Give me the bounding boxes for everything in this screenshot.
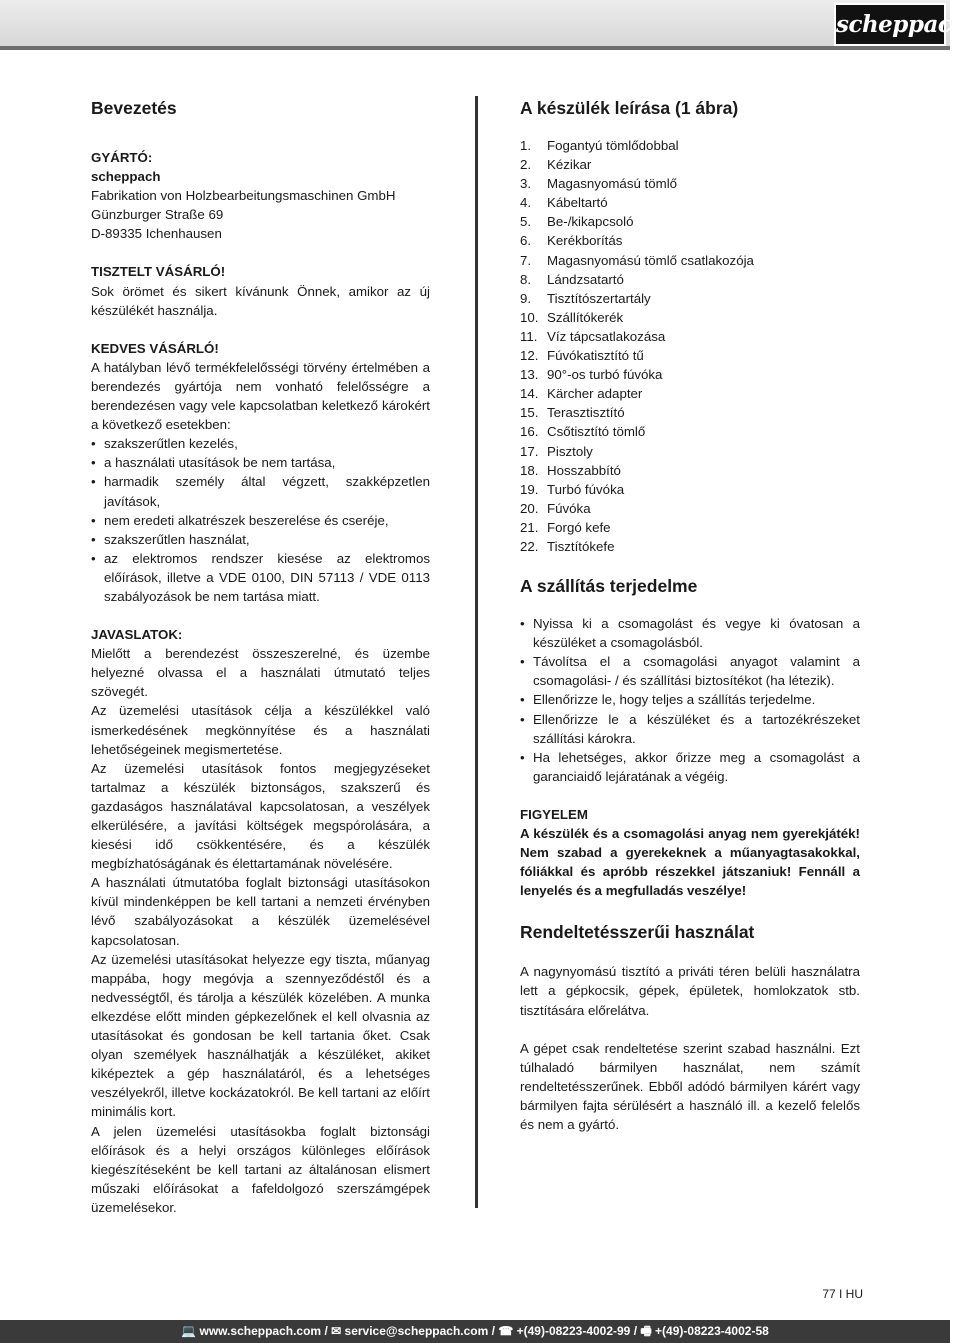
- part-label: Víz tápcsatlakozása: [547, 328, 666, 344]
- left-column: [91, 96, 430, 1217]
- list-item: [520, 174, 860, 193]
- fax-icon: 🖷: [640, 1324, 652, 1338]
- list-item: [520, 422, 860, 441]
- part-number: 14.: [520, 386, 539, 402]
- page-number: 77 I HU: [822, 1287, 863, 1301]
- part-number: 12.: [520, 348, 539, 364]
- phone-icon: ☎: [498, 1324, 514, 1338]
- part-number: 18.: [520, 462, 539, 478]
- list-item: [520, 384, 860, 403]
- list-item: [520, 346, 860, 365]
- dear-customer-label: TISZTELT VÁSÁRLÓ!: [91, 264, 226, 280]
- liability-cases-list: [91, 434, 430, 606]
- part-label: Kerékborítás: [547, 233, 623, 249]
- list-item: [520, 537, 860, 556]
- part-number: 1.: [520, 138, 532, 153]
- part-label: Pisztoly: [547, 443, 593, 459]
- recommendation-paragraph: A jelen üzemelési utasításokba foglalt biztonsági előírások és a helyi országos különleges előírások kiegészítéseként be kell tartani az általánosan elismert műszaki előírásokat a fafeldolgozó szerszámgépek üzemelésekor.: [91, 1123, 430, 1215]
- part-number: 21.: [520, 519, 539, 535]
- section-title-intro: Bevezetés: [91, 98, 177, 118]
- list-item: [520, 365, 860, 384]
- list-item: [520, 212, 860, 231]
- attention-text: A készülék és a csomagolási anyag nem gyerekjáték! Nem szabad a gyerekeknek a műanyagtasakokkal, fóliákkal és apróbb részekkel játszaniuk! Fennáll a lenyelés és a megfulladás veszélye!: [520, 826, 860, 899]
- header-bar: [0, 0, 968, 50]
- part-label: 90°-os turbó fúvóka: [547, 367, 663, 383]
- part-number: 6.: [520, 233, 532, 249]
- part-label: Forgó kefe: [547, 519, 611, 535]
- fax-number: +(49)-08223-4002-58: [655, 1324, 769, 1338]
- intended-use-paragraph: A nagynyomású tisztító a priváti téren belüli használatra lett a gépkocsik, gépek, épületek, homlokzatok stb. tisztítására előrelátva.: [520, 964, 860, 1018]
- part-label: Lándzsatartó: [547, 271, 624, 287]
- list-item: [520, 289, 860, 308]
- list-item: • Ellenőrizze le, hogy teljes a szállítás terjedelme.: [520, 690, 860, 709]
- part-label: Magasnyomású tömlő csatlakozója: [547, 252, 754, 268]
- address-line: Fabrikation von Holzbearbeitungsmaschinen GmbH: [91, 188, 396, 204]
- website-link[interactable]: www.scheppach.com: [199, 1324, 322, 1338]
- address-line: D-89335 Ichenhausen: [91, 226, 222, 242]
- manufacturer-name: scheppach: [91, 169, 161, 185]
- part-number: 10.: [520, 309, 539, 325]
- part-number: 8.: [520, 271, 532, 287]
- part-label: Tisztítószertartály: [547, 290, 651, 306]
- list-item: • az elektromos rendszer kiesése az elektromos előírások, illetve a VDE 0100, DIN 57113 / VDE 0113 szabályozások be nem tartása miatt.: [91, 549, 430, 606]
- part-label: Tisztítókefe: [547, 538, 615, 554]
- part-number: 11.: [520, 328, 538, 344]
- part-number: 19.: [520, 481, 539, 497]
- column-divider: [475, 96, 478, 1208]
- part-label: Magasnyomású tömlő: [547, 176, 678, 192]
- part-number: 16.: [520, 424, 539, 440]
- dear-buyer-label: KEDVES VÁSÁRLÓ!: [91, 340, 219, 356]
- part-label: Turbó fúvóka: [547, 481, 625, 497]
- part-label: Kábeltartó: [547, 195, 608, 211]
- list-item: • a használati utasítások be nem tartása,: [91, 453, 430, 472]
- recommendation-paragraph: A használati útmutatóba foglalt biztonsági utasításokon kívül mindenképpen be kell tartani a nemzeti érvényben lévő szabályozásokat a készülék üzemelésével kapcsolatosan.: [91, 875, 430, 948]
- list-item: [520, 499, 860, 518]
- recommendation-paragraph: Az üzemelési utasítások fontos megjegyzéseket tartalmaz a készülék biztonságos, szakszerű és gazdaságos használatával kapcsolatosan, a veszélyek elkerülésére, a javítási költségek megspórolására, a kiesési idő csökkentésére, és a készülék megbízhatóságának és élettartamának növelésére.: [91, 760, 430, 872]
- manufacturer-label: GYÁRTÓ:: [91, 150, 153, 165]
- list-item: • harmadik személy által végzett, szakképzetlen javítások,: [91, 472, 430, 510]
- part-label: Fúvókatisztító tű: [547, 348, 644, 364]
- section-title-description: A készülék leírása (1 ábra): [520, 98, 739, 118]
- list-item: • szakszerűtlen kezelés,: [91, 434, 430, 453]
- intended-use-paragraph: A gépet csak rendeltetése szerint szabad használni. Ezt túlhaladó bármilyen használat, nem számít rendeltetésszerűnek. Ebből adódó bármilyen kárért vagy bármilyen fajta sérülésért a használó ill. a kezelő felelős és nem a gyártó.: [520, 1040, 860, 1133]
- part-number: 9.: [520, 290, 532, 306]
- part-number: 17.: [520, 443, 539, 459]
- part-label: Kézikar: [547, 157, 592, 173]
- part-number: 4.: [520, 195, 532, 211]
- part-number: 7.: [520, 252, 532, 268]
- list-item: [520, 442, 860, 461]
- part-label: Terasztisztító: [547, 405, 625, 421]
- footer-bar: 💻 www.scheppach.com / ✉ service@scheppach.com / ☎ +(49)-08223-4002-99 / 🖷 +(49)-08223-4002-58: [0, 1320, 950, 1343]
- list-item: [520, 480, 860, 499]
- list-item: [520, 270, 860, 289]
- list-item: [520, 193, 860, 212]
- list-item: [520, 403, 860, 422]
- list-item: [520, 327, 860, 346]
- list-item: • szakszerűtlen használat,: [91, 530, 430, 549]
- part-label: Be-/kikapcsoló: [547, 214, 634, 230]
- list-item: • Nyissa ki a csomagolást és vegye ki óvatosan a készüléket a csomagolásból.: [520, 614, 860, 652]
- attention-label: FIGYELEM: [520, 806, 588, 822]
- list-item: [520, 308, 860, 327]
- part-label: Csőtisztító tömlő: [547, 424, 646, 440]
- email-icon: ✉: [331, 1324, 342, 1338]
- list-item: [520, 461, 860, 480]
- part-number: 2.: [520, 157, 532, 173]
- list-item: • Ellenőrizze le a készüléket és a tartozékrészeket szállítási károkra.: [520, 710, 860, 748]
- part-number: 13.: [520, 367, 539, 383]
- address-line: Günzburger Straße 69: [91, 207, 224, 223]
- part-number: 5.: [520, 214, 532, 230]
- list-item: [520, 518, 860, 537]
- list-item: • nem eredeti alkatrészek beszerelése és cseréje,: [91, 511, 430, 530]
- recommendation-paragraph: Az üzemelési utasítások célja a készülékkel való ismerkedésének megkönnyítése és a használati lehetőségeinek megismertetése.: [91, 703, 430, 757]
- list-item: [520, 231, 860, 250]
- list-item: • Ha lehetséges, akkor őrizze meg a csomagolást a garanciaidő lejáratának a végéig.: [520, 748, 860, 786]
- list-item: [520, 251, 860, 270]
- parts-list: [520, 136, 860, 556]
- list-item: [520, 136, 860, 155]
- list-item: [520, 155, 860, 174]
- email-link[interactable]: service@scheppach.com: [344, 1324, 489, 1338]
- recommendation-paragraph: Mielőtt a berendezést összeszerelné, és üzembe helyezné olvassa el a használati útmutató teljes szövegét.: [91, 646, 430, 700]
- scope-list: [520, 614, 860, 786]
- recommendation-paragraph: Az üzemelési utasításokat helyezze egy tiszta, műanyag mappába, hogy megóvja a szennyeződéstől és a nedvességtől, és tárolja a készülék közelében. A munka elkezdése előtt minden gépkezelőnek el kell olvasnia az utasításokat és gondosan be kell tartania őket. Csak olyan személyek használhatják a készüléket, akiket kiképeztek a gép használatáról, és a lehetséges veszélyekről, illetve kockázatokról. Be kell tartani az előírt minimális kort.: [91, 951, 430, 1120]
- part-number: 15.: [520, 405, 539, 421]
- section-title-intended-use: Rendeltetésszerűi használat: [520, 922, 755, 943]
- part-label: Fogantyú tömlődobbal: [547, 138, 679, 153]
- part-label: Kärcher adapter: [547, 386, 643, 402]
- computer-icon: 💻: [181, 1324, 197, 1338]
- part-number: 22.: [520, 538, 539, 554]
- list-item: • Távolítsa el a csomagolási anyagot valamint a csomagolási- / és szállítási biztosítékot (ha létezik).: [520, 652, 860, 690]
- part-number: 3.: [520, 176, 532, 192]
- right-column: [520, 96, 860, 1134]
- dear-buyer-text: A hatályban lévő termékfelelősségi törvény értelmében a berendezés gyártója nem vonható felelősségre a berendezésen vagy vele kapcsolatban keletkező károkért a következő esetekben:: [91, 359, 430, 433]
- section-title-scope: A szállítás terjedelme: [520, 576, 698, 597]
- recommendations-label: JAVASLATOK:: [91, 627, 183, 643]
- part-label: Fúvóka: [547, 500, 591, 516]
- phone-number: +(49)-08223-4002-99: [516, 1324, 631, 1338]
- part-number: 20.: [520, 500, 539, 516]
- dear-customer-text: Sok örömet és sikert kívánunk Önnek, amikor az új készülékét használja.: [91, 283, 430, 318]
- part-label: Hosszabbító: [547, 462, 621, 478]
- brand-logo: scheppach: [834, 3, 946, 46]
- part-label: Szállítókerék: [547, 309, 624, 325]
